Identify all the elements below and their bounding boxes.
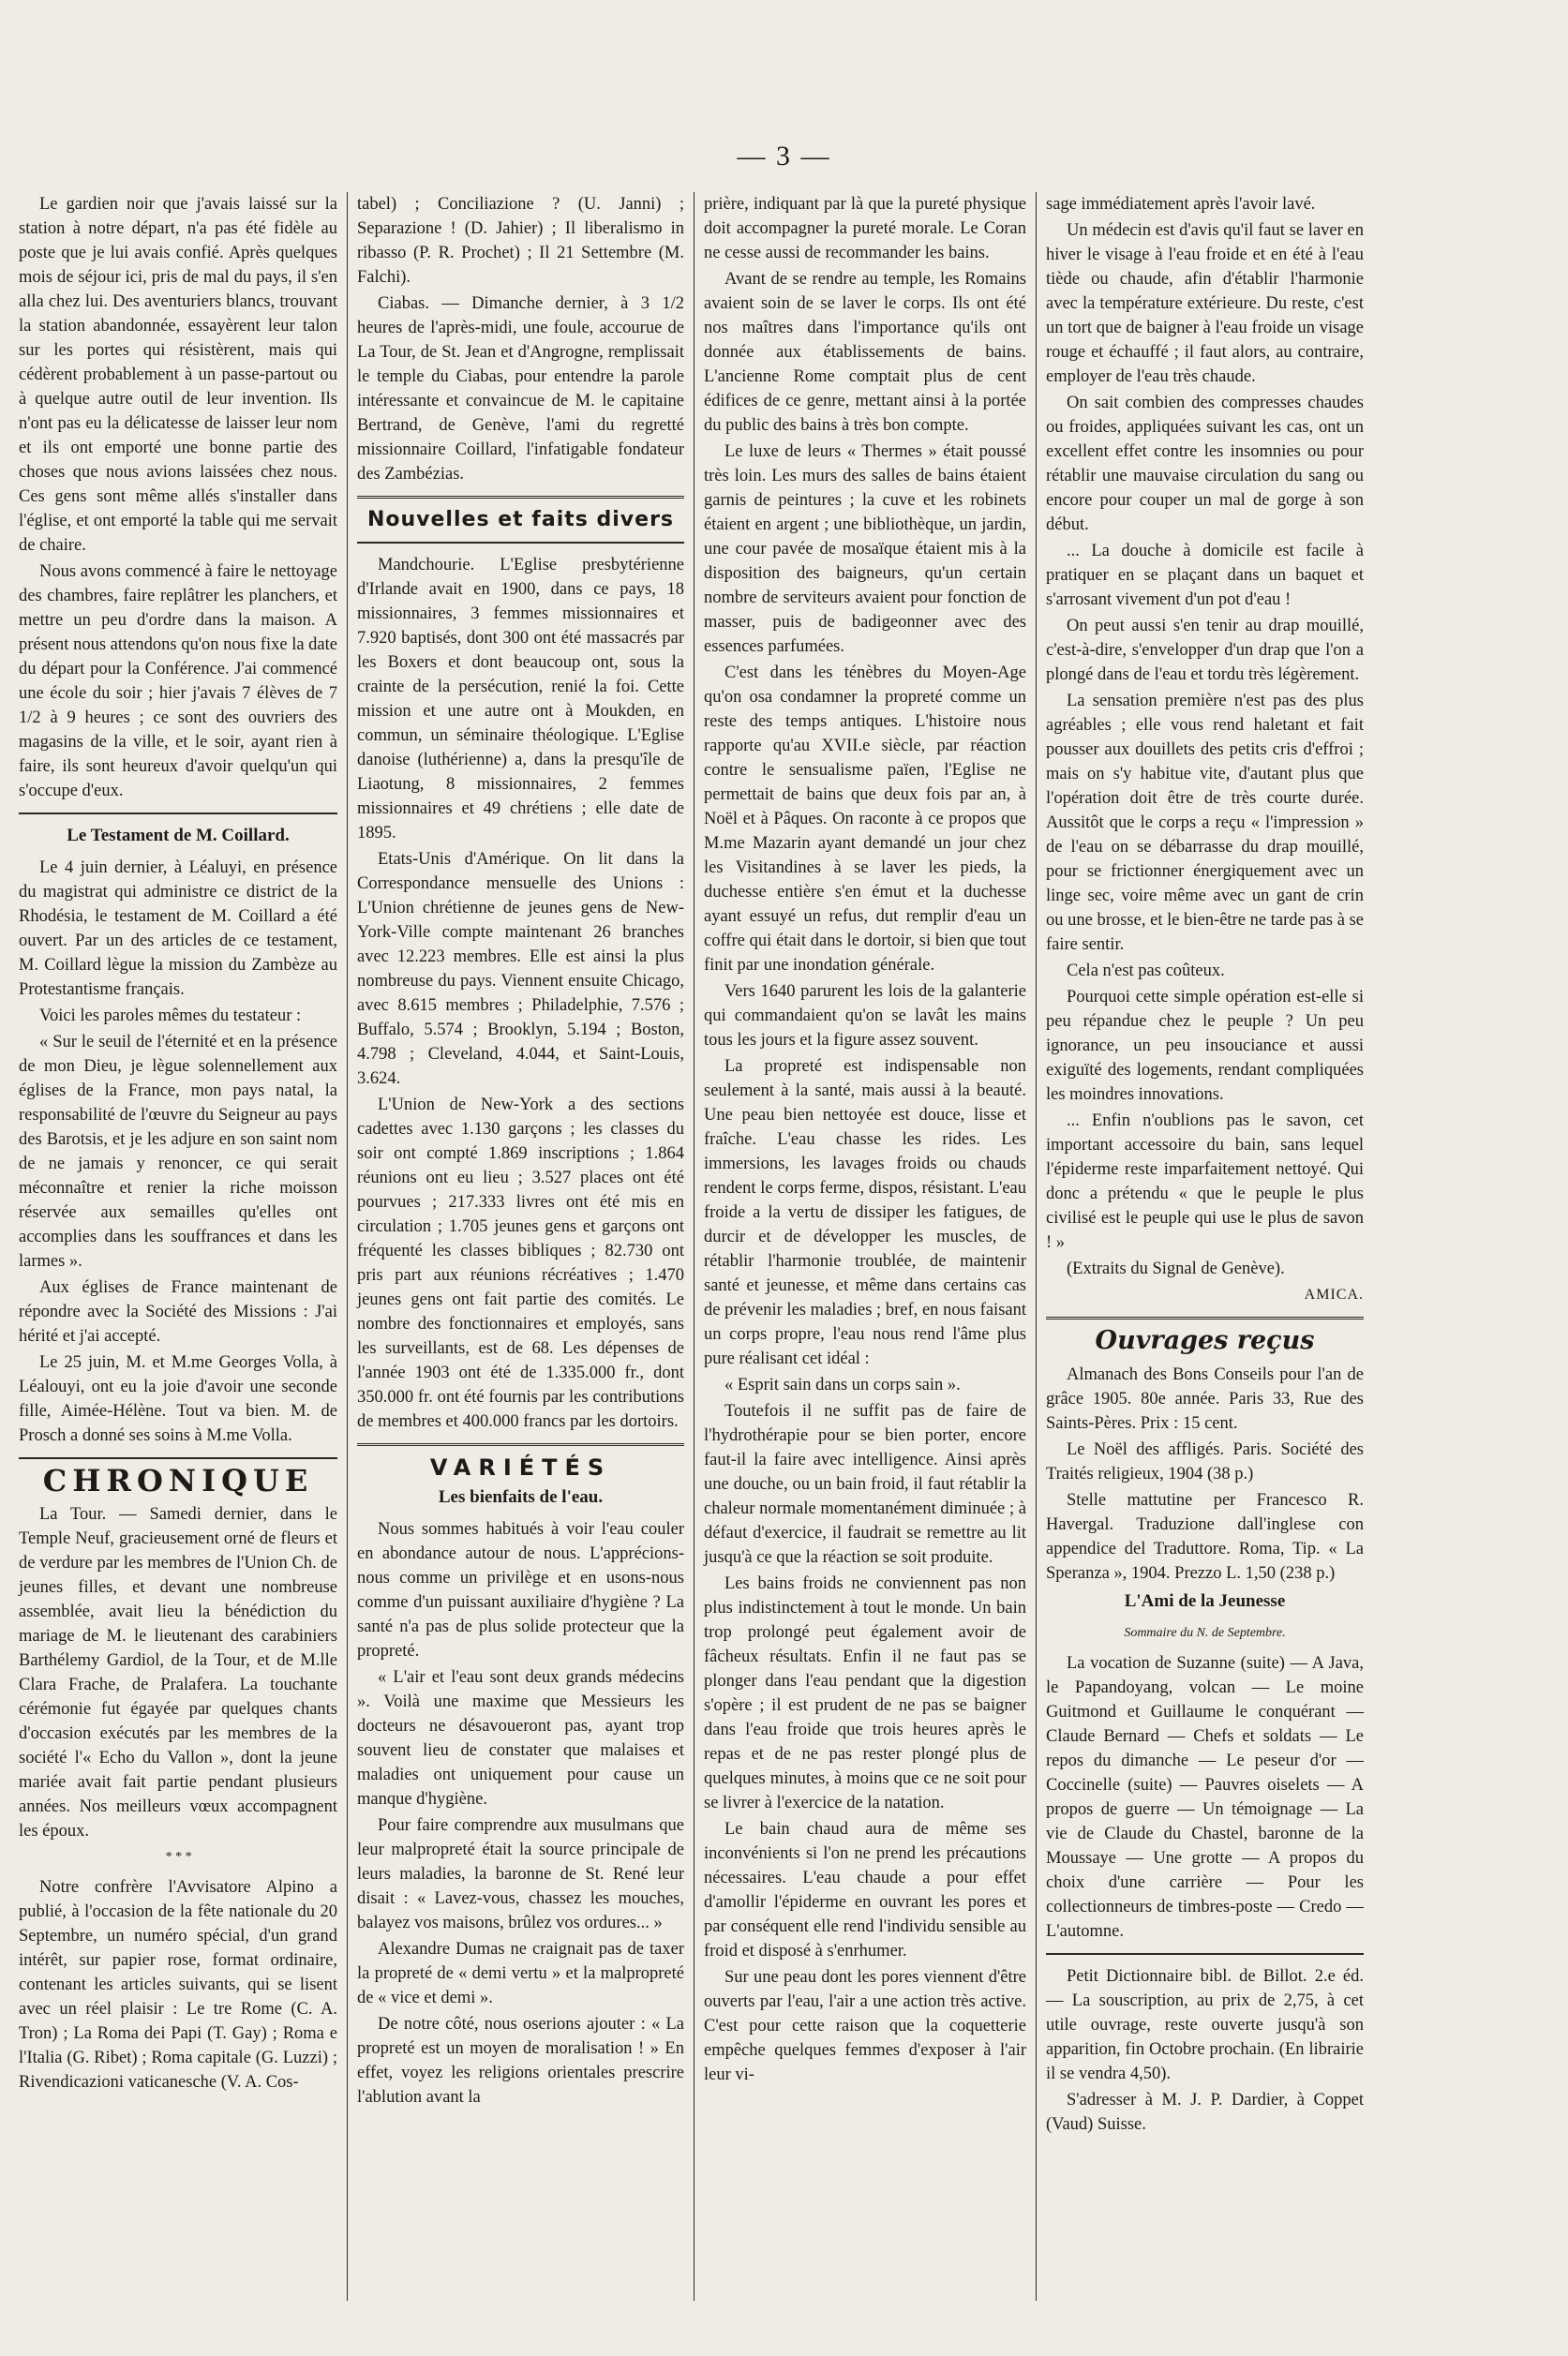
news-item: Mandchourie. L'Eglise presbytérienne d'Irlande avait en 1900, dans ce pays, 18 missionnaires, 3 femmes missionnaires et 7.920 baptisés, dont 300 ont été massacrés par les Boxers et dont beaucoup ont, sous la crainte de la persécution, renié la foi. Cette mission et une autre ont à Moukden, en commun, un séminaire théologique. L'Eglise danoise (luthérienne) a, dans la presqu'île de Liaotung, 8 missionnaires, 2 femmes missionnaires et 49 chrétiens ; elle date de 1895. bbox=[357, 556, 684, 842]
column-3 bbox=[694, 192, 1036, 2301]
ami-heading: L'Ami de la Jeunesse bbox=[1124, 1591, 1286, 1611]
letter-paragraph: Nous avons commencé à faire le nettoyage des chambres, faire replâtrer les planchers, et mettre un peu d'ordre dans la maison. A présent nous attendons qu'on nous fixe la date du départ pour la Conférence. J'ai commencé une école du soir ; hier j'avais 7 élèves de 7 1/2 à 9 heures ; ce sont des ouvriers des magasins de la ville, et le soir, ayant rien à faire, ils sont heureux d'avoir quelqu'un qui s'occupe d'eux. bbox=[19, 562, 337, 800]
chronique-item: Notre confrère l'Avvisatore Alpino a publié, à l'occasion de la fête nationale du 20 Septembre, un numéro spécial, d'un grand intérêt, sur papier rose, format ordinaire, contenant les articles suivants, qui se lisent avec un réel plaisir : Le tre Rome (C. A. Tron) ; La Roma dei Papi (T. Gay) ; Roma e l'Italia (G. Ribet) ; Roma capitale (G. Luzzi) ; Rivendicazioni vaticanesche (V. A. Cos- bbox=[19, 1878, 337, 2092]
nouvelles-heading: Nouvelles et faits divers bbox=[366, 508, 675, 531]
article-source: (Extraits du Signal de Genève). bbox=[1067, 1260, 1285, 1278]
book-entry: Le Noël des affligés. Paris. Société des Traités religieux, 1904 (38 p.) bbox=[1046, 1440, 1364, 1484]
ouvrages-heading: Ouvrages reçus bbox=[1095, 1326, 1315, 1355]
article-paragraph: Le luxe de leurs « Thermes » était poussé très loin. Les murs des salles de bains étaient garnis de peintures ; la cuve et les robinets étaient en argent ; une bibliothèque, un jardin, une cour pavée de mosaïque étaient mis à la disposition des baigneurs, qu'un certain nombre de serviteurs avaient pour fonction de masser, puis de badigeonner avec des essences parfumées. bbox=[704, 442, 1026, 656]
column-2 bbox=[347, 192, 694, 2301]
article-signature: AMICA. bbox=[1304, 1287, 1364, 1303]
article-continuation: sage immédiatement après l'avoir lavé. bbox=[1046, 195, 1316, 214]
section-divider bbox=[19, 1457, 337, 1459]
stars-separator: * * * bbox=[165, 1850, 191, 1864]
book-entry: Stelle mattutine per Francesco R. Havergal. Traduzione dall'inglese con appendice del Traduttore. Roma, Tip. « La Speranza », 1904. Prezzo L. 1,50 (238 p.) bbox=[1046, 1491, 1364, 1583]
article-paragraph: ... Enfin n'oublions pas le savon, cet important accessoire du bain, sans lequel l'épiderme reste imparfaitement nettoyé. Qui donc a prétendu « que le peuple le plus civilisé est le peuple qui use le plus de savon ! » bbox=[1046, 1111, 1364, 1252]
chronique-heading: CHRONIQUE bbox=[42, 1463, 314, 1499]
testament-paragraph: Aux églises de France maintenant de répondre avec la Société des Missions : J'ai hérité et j'ai accepté. bbox=[19, 1278, 337, 1346]
article-paragraph: On sait combien des compresses chaudes ou froides, appliquées suivant les cas, ont un excellent effet contre les insomnies ou pour rétablir une mauvaise circulation du sang ou encore pour couper un mal de gorge à son début. bbox=[1046, 394, 1364, 534]
article-paragraph: La propreté est indispensable non seulement à la santé, mais aussi à la beauté. Une peau bien nettoyée est douce, lisse et fraîche. L'eau chasse les rides. Les immersions, les lavages froids ou chauds rendent le corps ferme, dispos, résistant. L'eau froide a la vertu de dissiper les fatigues, de durcir et de développer les muscles, de rétablir l'harmonie troublée, de maintenir santé et jeunesse, et même dans certains cas de prévenir les maladies ; bref, en nous faisant un corps propre, l'eau nous rend l'âme plus pure réalisant cet idéal : bbox=[704, 1057, 1026, 1368]
chronique-item: Ciabas. — Dimanche dernier, à 3 1/2 heures de l'après-midi, une foule, accourue de La Tour, de St. Jean et d'Angrogne, remplissait le temple du Ciabas, pour entendre la parole intéressante et convaincue de M. le capitaine Bertrand, de Genève, l'ami du regretté missionnaire Coillard, l'infatigable fondateur des Zambézias. bbox=[357, 294, 684, 484]
article-paragraph: Nous sommes habitués à voir l'eau couler en abondance autour de nous. L'apprécions-nous comme un privilège et en usons-nous comme d'un puissant auxiliaire d'hygiène ? La santé n'a pas de plus solide protecteur que la propreté. bbox=[357, 1520, 684, 1661]
column-1 bbox=[9, 192, 347, 2301]
article-paragraph: ... La douche à domicile est facile à pratiquer en se plaçant dans un baquet et s'arrosant vivement d'un pot d'eau ! bbox=[1046, 542, 1364, 609]
article-paragraph: Alexandre Dumas ne craignait pas de taxer la propreté de « demi vertu » et la malpropreté de « vice et demi ». bbox=[357, 1940, 684, 2007]
testament-heading: Le Testament de M. Coillard. bbox=[67, 826, 290, 845]
book-entry: Almanach des Bons Conseils pour l'an de grâce 1905. 80e année. Paris 33, Rue des Saints-Pères. Prix : 15 cent. bbox=[1046, 1365, 1364, 1433]
news-item: Etats-Unis d'Amérique. On lit dans la Correspondance mensuelle des Unions : L'Union chrétienne de jeunes gens de New-York-Ville compte maintenant 26 branches avec 12.223 membres. Elle est ainsi la plus nombreuse du pays. Viennent ensuite Chicago, avec 8.615 membres ; Philadelphie, 7.576 ; Buffalo, 5.574 ; Brooklyn, 5.194 ; Boston, 4.798 ; Cleveland, 4.044, et Saint-Louis, 3.624. bbox=[357, 850, 684, 1088]
chronique-continuation: tabel) ; Conciliazione ? (U. Janni) ; Separazione ! (D. Jahier) ; Il liberalismo in ribasso (P. R. Prochet) ; Il 21 Settembre (M. Falchi). bbox=[357, 195, 684, 287]
article-paragraph: La sensation première n'est pas des plus agréables ; elle vous rend haletant et fait pousser aux douillets des petits cris d'effroi ; mais on s'y habitue vite, d'autant plus que l'opération doit être de très courte durée. Aussitôt que le corps a reçu « l'impression » de l'eau on se débarrasse du drap mouillé, pour se frictionner énergiquement avec un linge sec, voire même avec un gant de crin ou une brosse, et le bien-être ne tarde pas à se faire sentir. bbox=[1046, 692, 1364, 954]
article-paragraph: Pourquoi cette simple opération est-elle si peu répandue chez le peuple ? Un peu ignorance, un peu insouciance et aussi exiguïté des logements, rendant compliquées les moindres innovations. bbox=[1046, 988, 1364, 1104]
chronique-item: La Tour. — Samedi dernier, dans le Temple Neuf, gracieusement orné de fleurs et de verdure par les membres de l'Union Ch. de jeunes filles, et devant une nombreuse assemblée, avait lieu la bénédiction du mariage de M. le lieutenant des carabiniers Barthélemy Gardiol, de la Tour, et de M.lle Clara Frache, de Pralafera. La touchante cérémonie fut égayée par quelques chants d'occasion exécutés par les membres de la société l'« Echo du Vallon », dont la jeune mariée avait fait partie pendant plusieurs années. Nos meilleurs vœux accompagnent les époux. bbox=[19, 1505, 337, 1841]
section-divider bbox=[357, 542, 684, 544]
article-paragraph: C'est dans les ténèbres du Moyen-Age qu'on osa condamner la propreté comme un reste des temps antiques. L'histoire nous rapporte qu'au XVII.e siècle, par réaction contre le sensualisme païen, l'Eglise ne permettait de bains que deux fois par an, à Noël et à Pâques. On raconte à ce propos que M.me Mazarin ayant demandé un jour chez les Visitandines à se laver les pieds, la duchesse entière s'en émut et la duchesse ayant essuyé un refus, dut remplir d'eau un coffre qui était dans le dortoir, si bien que tout finit par une inondation générale. bbox=[704, 664, 1026, 975]
article-quote: « Esprit sain dans un corps sain ». bbox=[724, 1376, 961, 1394]
news-item: L'Union de New-York a des sections cadettes avec 1.130 garçons ; les classes du soir ont compté 1.869 inscriptions ; 1.864 réunions ont eu lieu ; 3.527 places ont été pourvues ; 217.333 livres ont été mis en circulation ; 1.705 jeunes gens et garçons ont fréquenté les classes bibliques ; 82.730 ont pris part aux réunions récréatives ; 1.470 jeunes gens ont fait partie des comités. Le nombre des fonctionnaires et employés, sans les surveillants, est de 68. Les dépenses de l'année 1903 ont été de 1.335.000 fr., dont 350.000 fr. ont été fournis par les contributions de membres et 400.000 francs par les dortoirs. bbox=[357, 1096, 684, 1431]
article-paragraph: De notre côté, nous oserions ajouter : « La propreté est un moyen de moralisation ! » En effet, voyez les religions orientales prescrire l'ablution avant la bbox=[357, 2015, 684, 2107]
newspaper-columns bbox=[9, 192, 1373, 2301]
article-paragraph: Vers 1640 parurent les lois de la galanterie qui commandaient qu'on se lavât les mains tous les jours et la figure assez souvent. bbox=[704, 982, 1026, 1050]
testament-quote: « Sur le seuil de l'éternité et en la présence de mon Dieu, je lègue solennellement aux églises de la France, mon pays natal, la responsabilité de l'œuvre du Seigneur au pays des Barotsis, et je les adjure en son saint nom de ne jamais y renoncer, ce qui serait méconnaître et renier la riche moisson réservée aux semailles qu'elles ont accomplies dans les souffrances et dans les larmes ». bbox=[19, 1033, 337, 1271]
article-paragraph: Les bains froids ne conviennent pas non plus indistinctement à tout le monde. Un bain trop prolongé peut également avoir de fâcheux résultats. Enfin il ne faut pas se plonger dans l'eau pendant que la digestion s'opère ; il est prudent de ne pas se baigner dans l'eau froide que trois heures après le repas et de ne pas rester plongé plus de quelques minutes, à moins que ce ne soit pour se livrer à l'exercice de la natation. bbox=[704, 1574, 1026, 1812]
article-paragraph: Sur une peau dont les pores viennent d'être ouverts par l'eau, l'air a une action très active. C'est pour cette raison que la coquetterie empêche quelques femmes d'exposer à l'air leur vi- bbox=[704, 1968, 1026, 2084]
article-paragraph: « L'air et l'eau sont deux grands médecins ». Voilà une maxime que Messieurs les docteurs ne désavoueront pas, ayant trop souvent lieu de constater que malaises et maladies ont uniquement pour cause un manque d'hygiène. bbox=[357, 1668, 684, 1809]
ami-subheading: Sommaire du N. de Septembre. bbox=[1124, 1626, 1286, 1640]
article-paragraph: Avant de se rendre au temple, les Romains avaient soin de se laver le corps. Ils ont été nos maîtres dans l'importance qu'ils ont donnée aux établissements de bains. L'ancienne Rome comptait plus de cent édifices de ce genre, mettant ainsi à la portée du public des bains à très bon compte. bbox=[704, 270, 1026, 435]
testament-paragraph: Le 4 juin dernier, à Léaluyi, en présence du magistrat qui administre ce district de la Rhodésia, le testament de M. Coillard a été ouvert. Par un des articles de ce testament, M. Coillard lègue la mission du Zambèze au Protestantisme français. bbox=[19, 858, 337, 999]
section-divider bbox=[357, 1443, 684, 1446]
column-4 bbox=[1036, 192, 1373, 2301]
article-paragraph: Cela n'est pas coûteux. bbox=[1067, 962, 1225, 980]
article-continuation: prière, indiquant par là que la pureté physique doit accompagner la pureté morale. Le Coran ne cesse aussi de recommander les bains. bbox=[704, 195, 1026, 262]
letter-continuation: Le gardien noir que j'avais laissé sur la station à notre départ, n'a pas été fidèle au poste que je lui avais confié. Après quelques mois de séjour ici, pris de mal du pays, il s'en alla chez lui. Des aventuriers blancs, trouvant la station abandonnée, essayèrent leur talon sur les portes qui résistèrent, mais qui cédèrent probablement à un passe-partout ou à quelque autre outil de leur invention. Ils n'ont pas eu la délicatesse de laisser leur nom et ils ont emporté une bonne partie des choses que nous avions laissées chez nous. Ces gens sont même allés s'installer dans l'église, et ont emporté la table qui me servait de chaire. bbox=[19, 195, 337, 555]
article-paragraph: On peut aussi s'en tenir au drap mouillé, c'est-à-dire, s'envelopper d'un drap que l'on a plongé dans de l'eau et tordu très légèrement. bbox=[1046, 617, 1364, 684]
article-paragraph: Un médecin est d'avis qu'il faut se laver en hiver le visage à l'eau froide et en été à l'eau tiède ou chaude, afin d'établir l'harmonie avec la température extérieure. Du reste, c'est un tort que de baigner à l'eau froide un visage rouge et échauffé ; il faut alors, au contraire, employer de l'eau très chaude. bbox=[1046, 221, 1364, 386]
page-number: — 3 — bbox=[737, 141, 831, 171]
article-paragraph: Pour faire comprendre aux musulmans que leur malpropreté était la source principale de leurs maladies, la baronne de St. René leur disait : « Lavez-vous, chassez les mouches, balayez vos maisons, brûlez vos ordures... » bbox=[357, 1816, 684, 1932]
testament-paragraph: Voici les paroles mêmes du testateur : bbox=[39, 1007, 302, 1025]
section-divider bbox=[19, 813, 337, 814]
book-entry: La vocation de Suzanne (suite) — A Java, le Papandoyang, volcan — Le moine Guitmond et Guillaume le conquérant — Claude Bernard — Chefs et soldats — Le repos du dimanche — Le peseur d'or — Coccinelle (suite) — Pauvres oiselets — A propos de guerre — Un témoignage — La vie de Claude du Chastel, baronne de la Moussaye — Une grotte — A propos du choix d'une carrière — Pour les collectionneurs de timbres-poste — Credo — L'automne. bbox=[1046, 1654, 1364, 1941]
section-divider bbox=[1046, 1317, 1364, 1320]
article-title: Les bienfaits de l'eau. bbox=[438, 1487, 604, 1507]
section-divider bbox=[357, 496, 684, 499]
varietes-heading: VARIÉTÉS bbox=[429, 1454, 612, 1481]
book-entry: S'adresser à M. J. P. Dardier, à Coppet (Vaud) Suisse. bbox=[1046, 2091, 1364, 2134]
article-paragraph: Toutefois il ne suffit pas de faire de l'hydrothérapie pour se bien porter, encore faut-il la faire avec intelligence. Ainsi après une douche, ou un bain froid, il faut rétablir la chaleur normale momentanément diminuée ; à défaut d'exercice, il faudrait se remettre au lit jusqu'à ce que la réaction se soit produite. bbox=[704, 1402, 1026, 1567]
book-entry: Petit Dictionnaire bibl. de Billot. 2.e éd. — La souscription, au prix de 2,75, à cet utile ouvrage, reste ouverte jusqu'à son apparition, fin Octobre prochain. (En librairie il se vendra 4,50). bbox=[1046, 1967, 1364, 2083]
article-paragraph: Le bain chaud aura de même ses inconvénients si l'on ne prend les précautions nécessaires. L'eau chaude a pour effet d'amollir l'épiderme en ouvrant les pores et par conséquent elle rend l'individu sensible au froid et disposé à s'enrhumer. bbox=[704, 1820, 1026, 1961]
birth-notice: Le 25 juin, M. et M.me Georges Volla, à Léalouyi, ont eu la joie d'avoir une seconde fille, Aimée-Hélène. Tout va bien. M. de Prosch a donné ses soins à M.me Volla. bbox=[19, 1353, 337, 1445]
section-divider bbox=[1046, 1953, 1364, 1955]
